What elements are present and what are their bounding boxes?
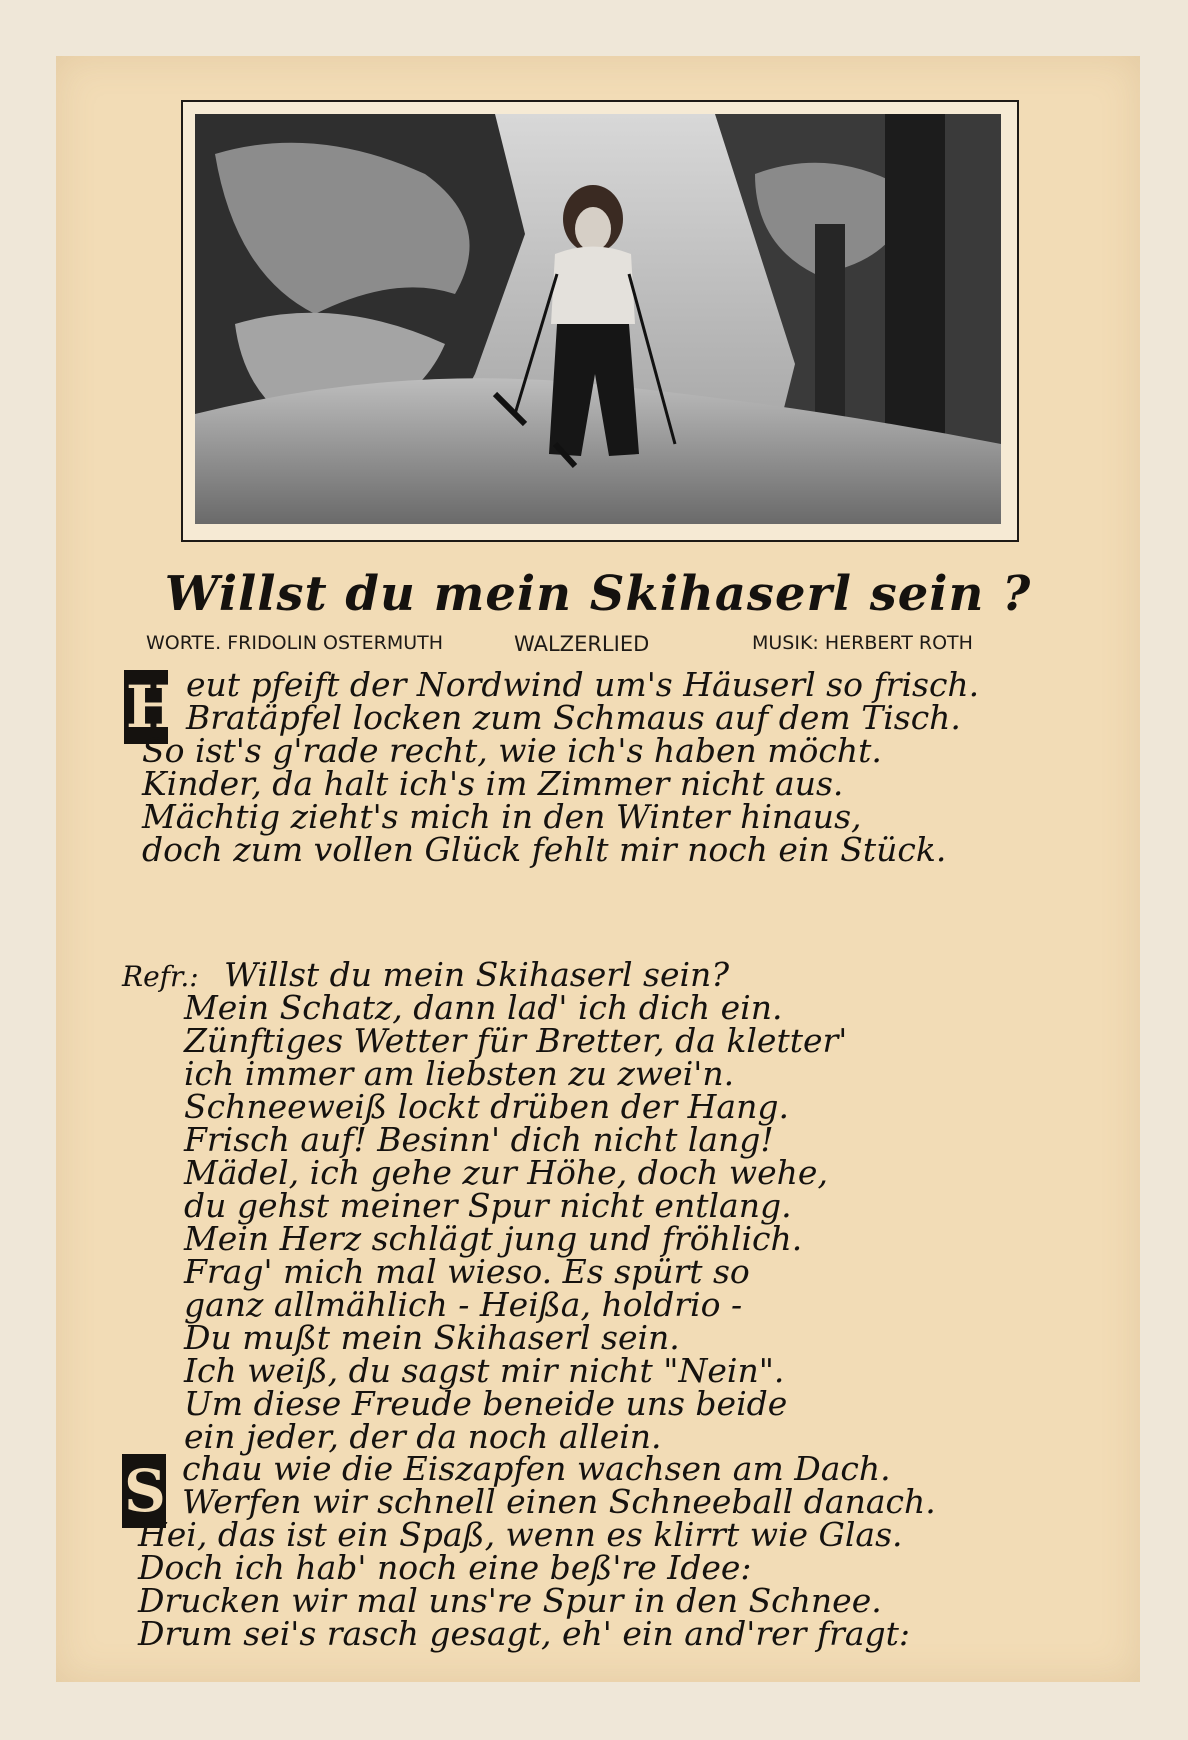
refrain-line: ein jeder, der da noch allein. — [184, 1417, 662, 1456]
verse-line: Hei, das ist ein Spaß, wenn es klirrt wie Glas. — [138, 1515, 903, 1554]
refrain-label: Refr.: — [122, 960, 199, 993]
refrain-line: Mein Schatz, dann lad' ich dich ein. — [184, 988, 783, 1027]
verse-line: Werfen wir schnell einen Schneeball danach. — [182, 1482, 936, 1521]
refrain-line: Ich weiß, du sagst mir nicht "Nein". — [184, 1351, 785, 1390]
composer-credit: MUSIK: HERBERT ROTH — [752, 632, 973, 654]
verse-line: So ist's g'rade recht, wie ich's haben möcht. — [142, 731, 882, 770]
refrain-line: Um diese Freude beneide uns beide — [184, 1384, 788, 1423]
verse-line: Drum sei's rasch gesagt, eh' ein and'rer fragt: — [138, 1614, 911, 1653]
refrain-line: Zünftiges Wetter für Bretter, da kletter' — [184, 1021, 848, 1060]
refrain-line: Willst du mein Skihaserl sein? — [224, 955, 730, 994]
lyricist-credit: WORTE. FRIDOLIN OSTERMUTH — [146, 632, 444, 654]
verse3-dropcap: S — [122, 1454, 166, 1528]
verse-3 — [138, 1449, 936, 1653]
refrain-line: Schneeweiß lockt drüben der Hang. — [184, 1087, 789, 1126]
song-title: Willst du mein Skihaserl sein ? — [164, 566, 1032, 622]
verse-line: Mächtig zieht's mich in den Winter hinaus, — [142, 797, 862, 836]
verse-line: chau wie die Eiszapfen wachsen am Dach. — [182, 1449, 891, 1488]
refrain-line: ich immer am liebsten zu zwei'n. — [184, 1054, 735, 1093]
refrain-line: Frag' mich mal wieso. Es spürt so — [184, 1252, 750, 1291]
refrain-line: Frisch auf! Besinn' dich nicht lang! — [184, 1120, 774, 1159]
refrain-line: Mädel, ich gehe zur Höhe, doch wehe, — [184, 1153, 828, 1192]
refrain — [184, 955, 848, 1456]
song-type-label: WALZERLIED — [514, 632, 650, 656]
verse1-dropcap: H — [124, 670, 168, 744]
skier-photo-icon — [195, 114, 1001, 524]
refrain-line: ganz allmählich - Heißa, holdrio - — [184, 1285, 743, 1324]
verse-line: eut pfeift der Nordwind um's Häuserl so frisch. — [186, 665, 980, 704]
verse-1 — [142, 665, 980, 869]
verse-line: doch zum vollen Glück fehlt mir noch ein Stück. — [142, 830, 947, 869]
postcard — [56, 56, 1140, 1682]
verse-line: Doch ich hab' noch eine beß're Idee: — [138, 1548, 752, 1587]
photo-frame — [181, 100, 1019, 542]
verse-line: Drucken wir mal uns're Spur in den Schnee. — [138, 1581, 882, 1620]
refrain-line: Mein Herz schlägt jung und fröhlich. — [184, 1219, 803, 1258]
refrain-line: du gehst meiner Spur nicht entlang. — [184, 1186, 792, 1225]
credits-row — [56, 632, 1140, 662]
refrain-line: Du mußt mein Skihaserl sein. — [184, 1318, 680, 1357]
verse-line: Bratäpfel locken zum Schmaus auf dem Tisch. — [186, 698, 961, 737]
verse-line: Kinder, da halt ich's im Zimmer nicht aus. — [142, 764, 844, 803]
